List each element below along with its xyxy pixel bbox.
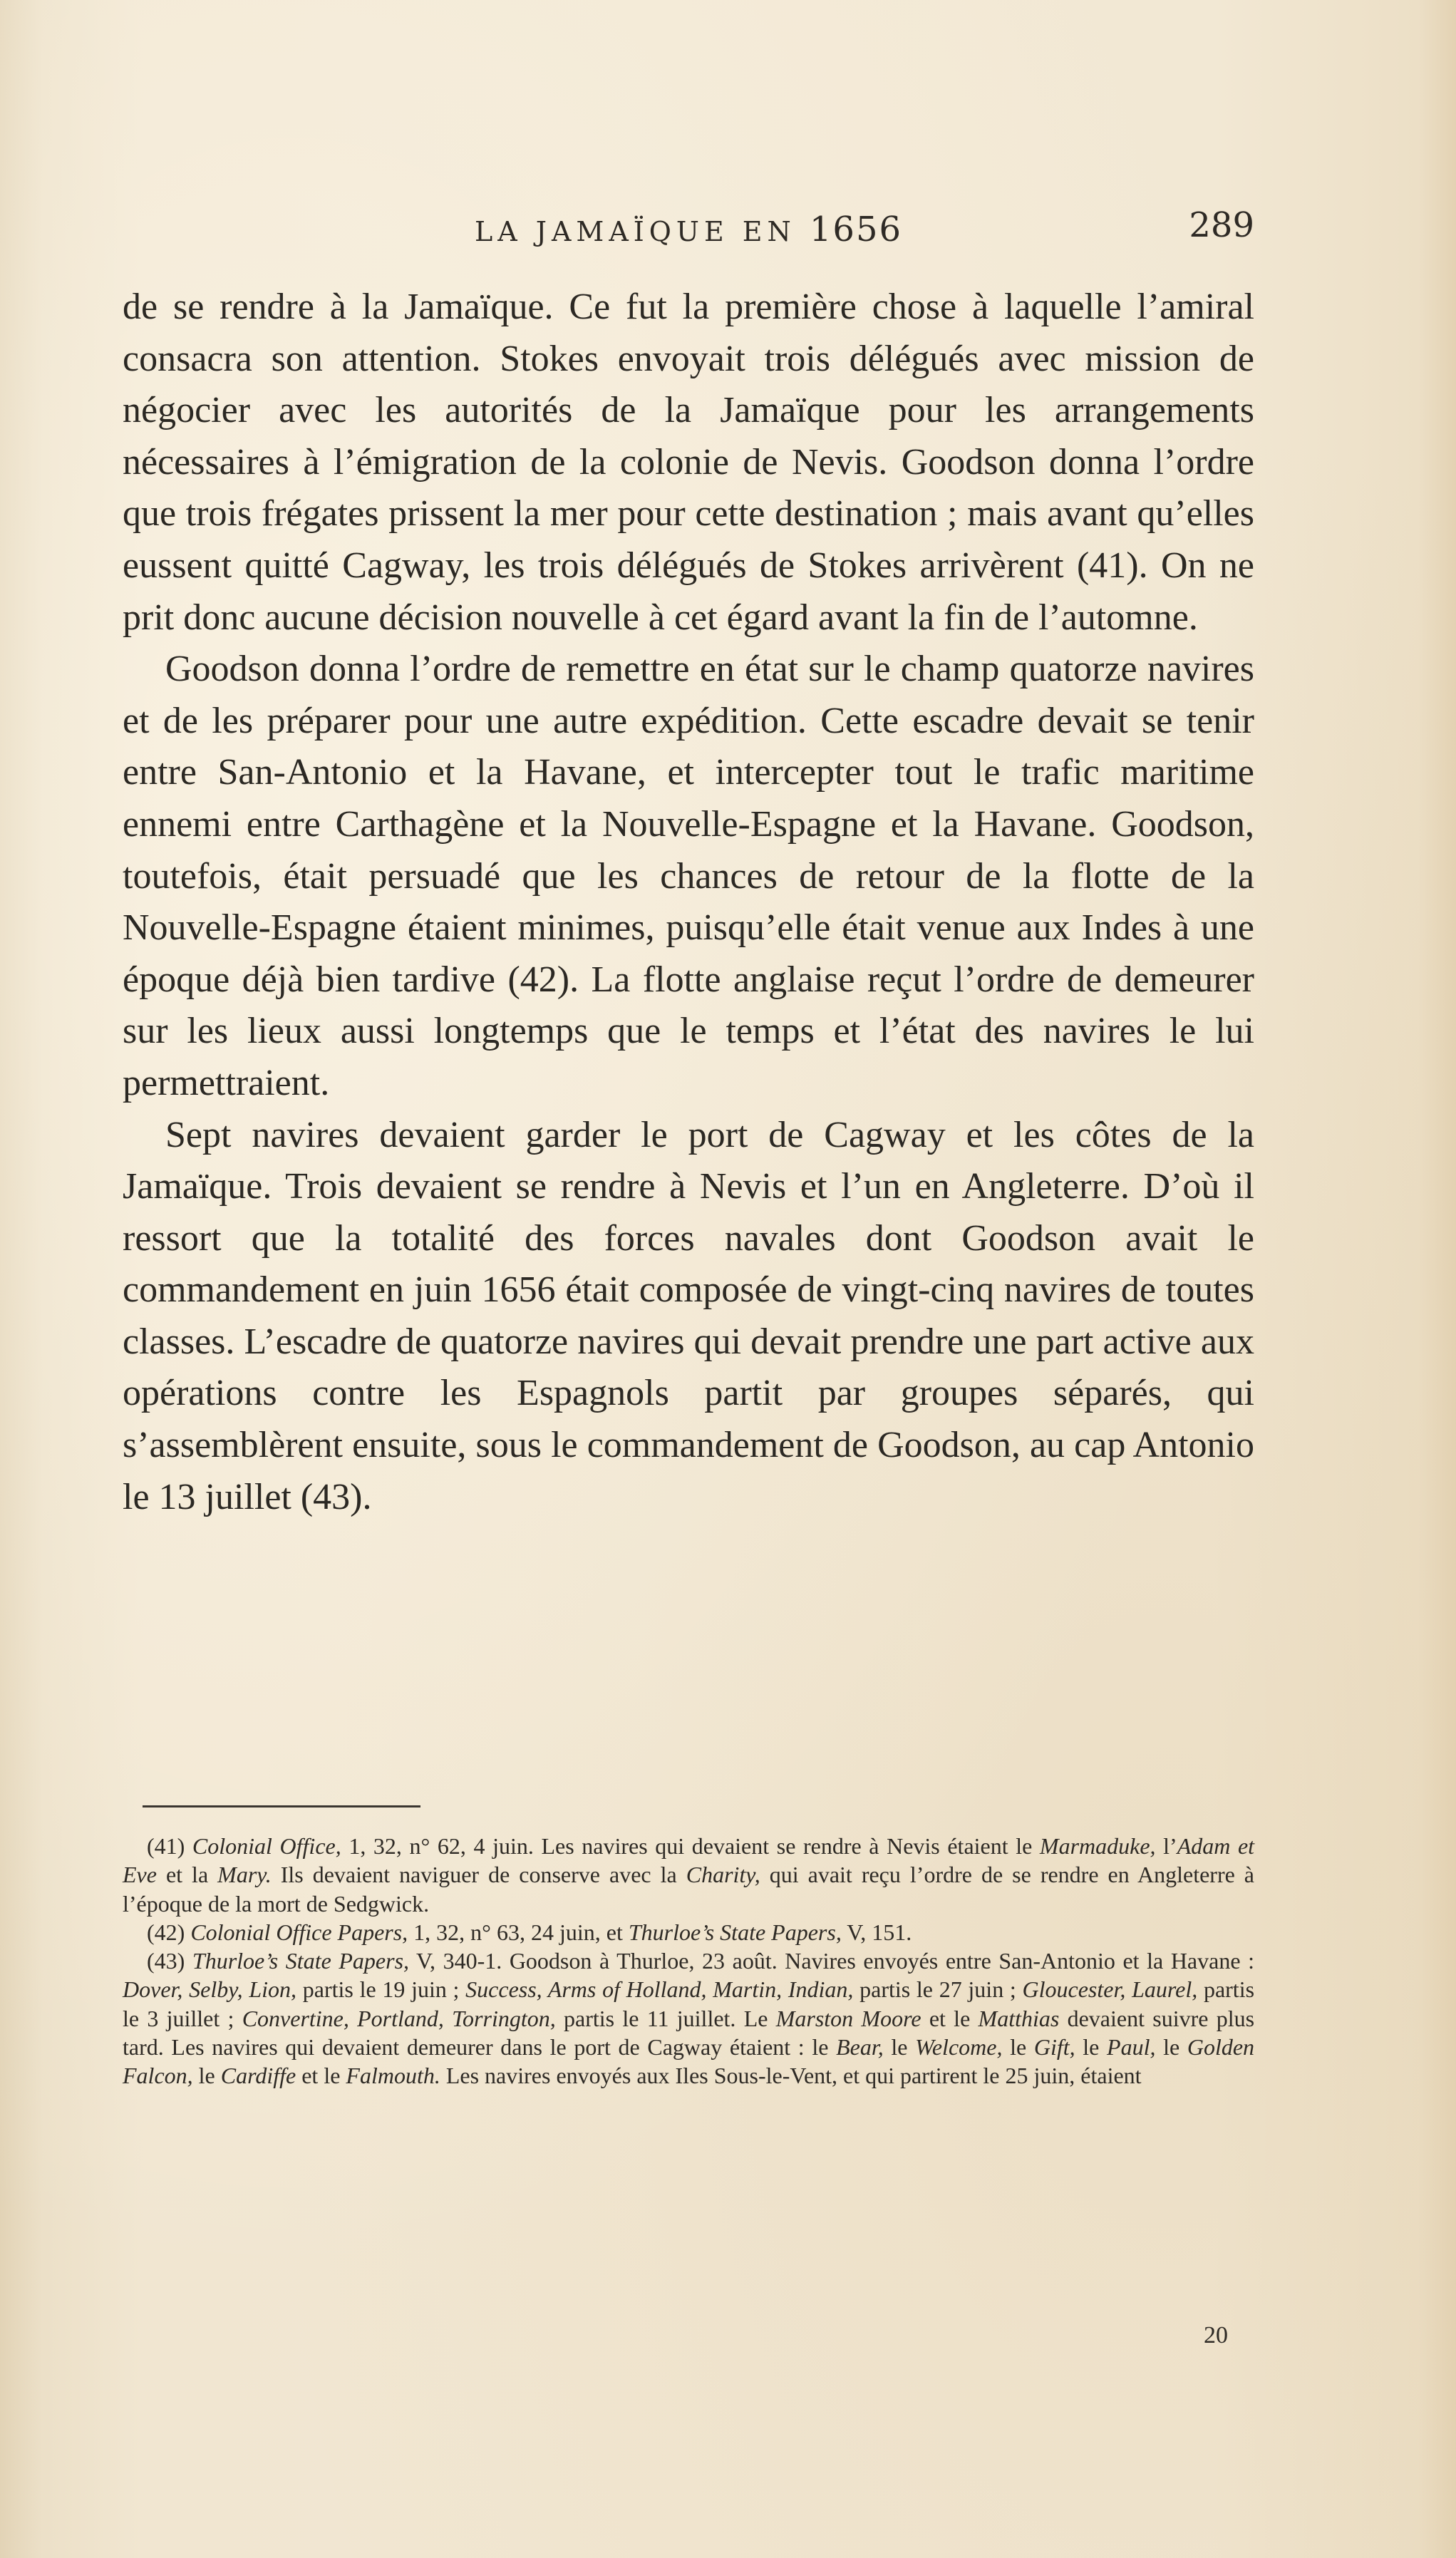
signature-mark: 20 xyxy=(1204,2322,1228,2348)
page-number: 289 xyxy=(1189,205,1254,245)
footnote-43: (43) Thurloe’s State Papers, V, 340-1. Goodson à Thurloe, 23 août. Navires envoyés entre San-Antonio et la Havane : Dover, Selby, Lion, partis le 19 juin ; Success, Arms of Holland, Martin, Indian, partis le 27 juin ; Gloucester, Laurel, partis le 3 juillet ; Convertine, Portland, Torrington, partis le 11 juillet. Le Marston Moore et le Matthias devaient suivre plus tard. Les navires qui devaient demeurer dans le port de Cagway étaient : le Bear, le Welcome, le Gift, le Paul, le Golden Falcon, le Cardiffe et le Falmouth. Les navires envoyés aux Iles Sous-le-Vent, et qui partirent le 25 juin, étaient xyxy=(123,1948,1255,2089)
running-head xyxy=(123,210,1254,249)
footnotes xyxy=(123,1832,1254,2090)
paragraph-1: de se rendre à la Jamaïque. Ce fut la première chose à laquelle l’amiral consacra son attention. Stokes envoyait trois délégués avec mission de négocier avec les autorités de la Jamaïque pour les arrangements nécessaires à l’émigration de la colonie de Nevis. Goodson donna l’ordre que trois frégates prissent la mer pour cette destination ; mais avant qu’elles eussent quitté Cagway, les trois délégués de Stokes arrivèrent (41). On ne prit donc aucune décision nouvelle à cet égard avant la fin de l’automne. xyxy=(123,287,1254,638)
paragraph-2: Goodson donna l’ordre de remettre en état sur le champ quatorze navires et de les préparer pour une autre expédition. Cette escadre devait se tenir entre San-Antonio et la Havane, et intercepter tout le trafic maritime ennemi entre Carthagène et la Nouvelle-Espagne et la Havane. Goodson, toutefois, était persuadé que les chances de retour de la flotte de la Nouvelle-Espagne étaient minimes, puisqu’elle était venue aux Indes à une époque déjà bien tardive (42). La flotte anglaise reçut l’ordre de demeurer sur les lieux aussi longtemps que le temps et l’état des navires le lui permettraient. xyxy=(123,649,1254,1103)
footnote-41: (41) Colonial Office, 1, 32, n° 62, 4 juin. Les navires qui devaient se rendre à Nevis étaient le Marmaduke, l’Adam et Eve et la Mary. Ils devaient naviguer de conserve avec la Charity, qui avait reçu l’ordre de se rendre en Angleterre à l’époque de la mort de Sedgwick. xyxy=(123,1833,1255,1917)
footnote-separator xyxy=(143,1805,420,1807)
main-text xyxy=(123,282,1254,1523)
running-head-text: LA JAMAÏQUE EN xyxy=(474,216,796,247)
footnote-42: (42) Colonial Office Papers, 1, 32, n° 63, 24 juin, et Thurloe’s State Papers, V, 151. xyxy=(147,1919,912,1945)
running-head-year: 1656 xyxy=(809,210,903,249)
page-header xyxy=(123,205,1254,255)
paragraph-3: Sept navires devaient garder le port de Cagway et les côtes de la Jamaïque. Trois devaient se rendre à Nevis et l’un en Angleterre. D’où il ressort que la totalité des forces navales dont Goodson avait le commandement en juin 1656 était composée de vingt-cinq navires de toutes classes. L’escadre de quatorze navires qui devait prendre une part active aux opérations contre les Espagnols partit par groupes séparés, qui s’assemblèrent ensuite, sous le commandement de Goodson, au cap Antonio le 13 juillet (43). xyxy=(123,1114,1254,1517)
